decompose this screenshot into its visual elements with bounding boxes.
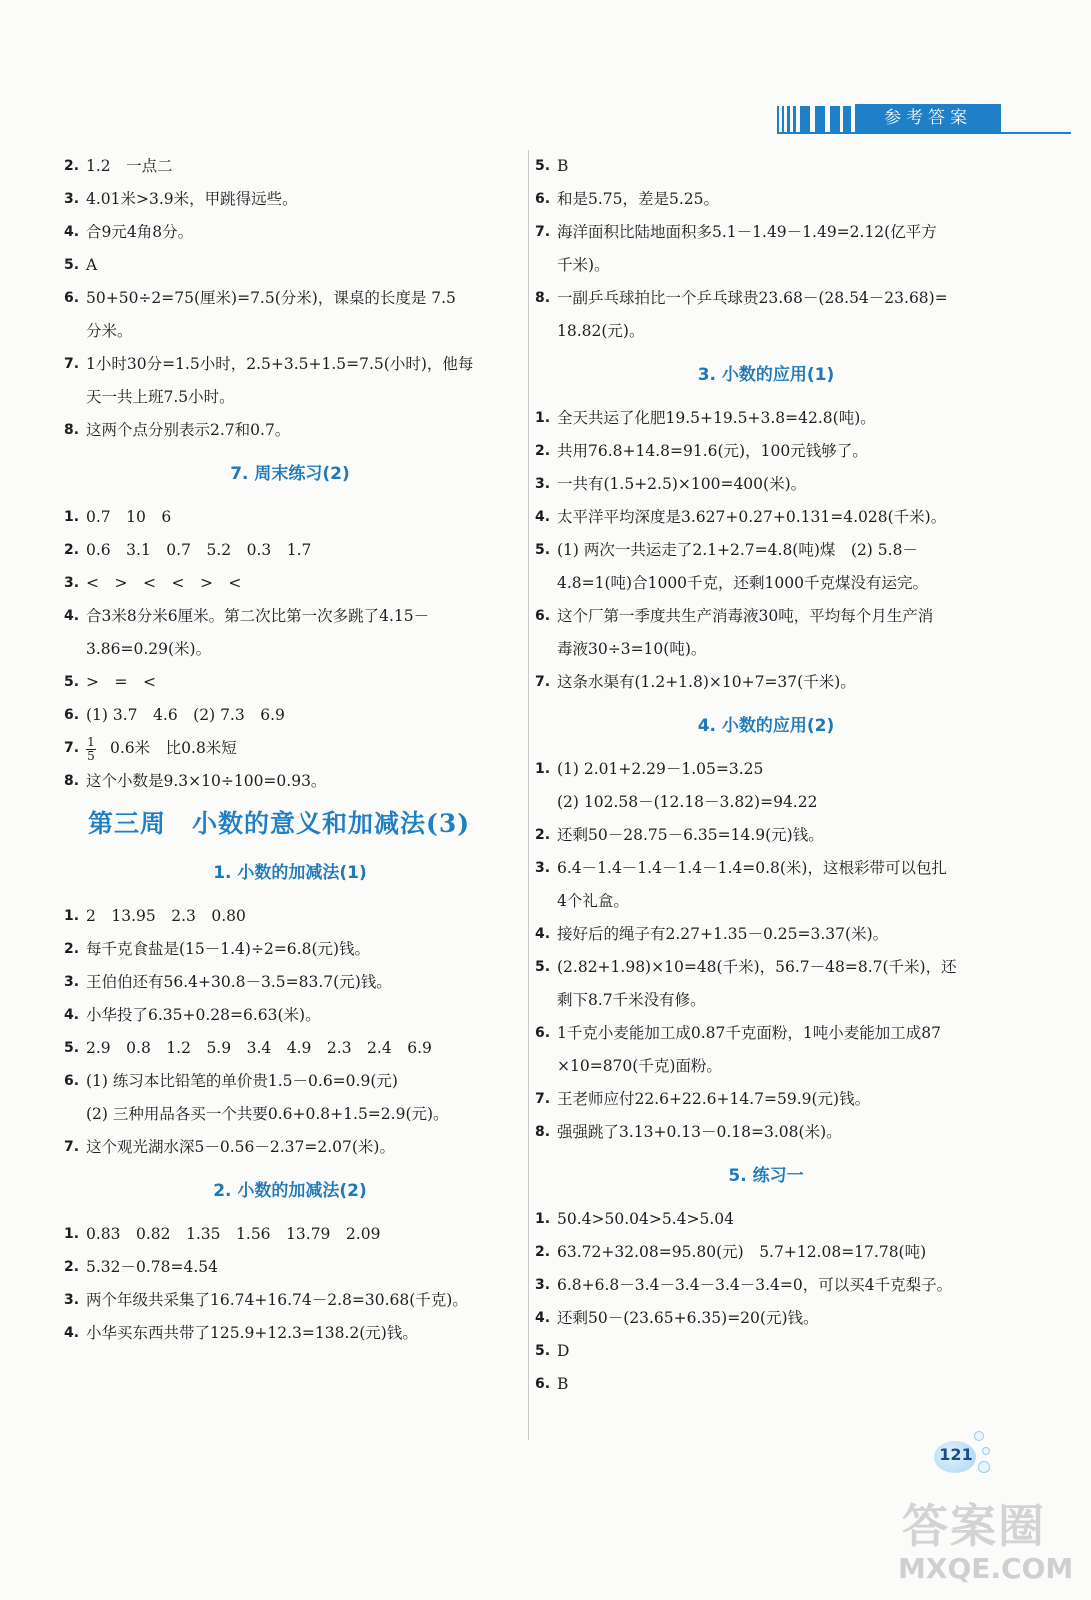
answer-line-continued: (2) 三种用品各买一个共要0.6+0.8+1.5=2.9(元)。 — [86, 1105, 449, 1123]
answer-line-continued: 4.8=1(吨)合1000千克，还剩1000千克煤没有运完。 — [557, 574, 928, 592]
answer-item — [64, 1218, 516, 1251]
answer-text — [86, 183, 516, 216]
answer-line-continued: 天一共上班7.5小时。 — [86, 388, 235, 406]
answer-text — [557, 918, 997, 951]
answer-text — [557, 666, 997, 699]
answer-text — [86, 999, 516, 1032]
answer-line: 6.4－1.4－1.4－1.4－1.4=0.8(米)，这根彩带可以包扎 — [557, 859, 947, 877]
answer-item — [64, 699, 516, 732]
page-number-badge — [924, 1437, 988, 1477]
answer-line-continued: 18.82(元)。 — [557, 322, 645, 340]
answer-item — [64, 534, 516, 567]
answer-line: 50+50÷2=75(厘米)=7.5(分米)，课桌的长度是 7.5 — [86, 289, 456, 307]
answer-text — [86, 765, 516, 798]
answer-line: 一副乒乓球拍比一个乒乓球贵23.68－(28.54－23.68)= — [557, 289, 948, 307]
answer-item — [535, 1083, 997, 1116]
answer-line: 小华投了6.35+0.28=6.63(米)。 — [86, 1006, 321, 1024]
answer-number: 7. — [64, 356, 80, 372]
answer-number: 6. — [64, 1073, 80, 1089]
answer-item — [64, 900, 516, 933]
answer-text — [557, 216, 997, 249]
answer-line: 这个厂第一季度共生产消毒液30吨，平均每个月生产消 — [557, 607, 934, 625]
answer-text — [86, 150, 516, 183]
answer-number: 8. — [535, 290, 551, 306]
fraction-denominator: 5 — [87, 748, 95, 763]
answer-item — [535, 819, 997, 852]
section-title-exercise-1: 5. 练习一 — [728, 1166, 804, 1186]
watermark-logo — [898, 1490, 1074, 1590]
answer-item — [535, 1236, 997, 1269]
answer-number: 5. — [535, 959, 551, 975]
answer-number: 5. — [64, 257, 80, 273]
answer-line: B — [557, 157, 569, 175]
answer-text — [86, 1251, 516, 1284]
answer-line: 小华买东西共带了125.9+12.3=138.2(元)钱。 — [86, 1324, 418, 1342]
answer-number: 1. — [535, 1211, 551, 1227]
answer-line: A — [86, 256, 98, 274]
answer-line-continued: 3.86=0.29(米)。 — [86, 640, 212, 658]
answer-number: 4. — [64, 1007, 80, 1023]
answer-number: 1. — [535, 410, 551, 426]
answer-text — [557, 402, 997, 435]
answer-number: 3. — [64, 191, 80, 207]
answer-line: 王老师应付22.6+22.6+14.7=59.9(元)钱。 — [557, 1090, 871, 1108]
week-3-title: 第三周 小数的意义和加减法(3) — [88, 809, 471, 838]
answer-number: 6. — [535, 191, 551, 207]
answer-line: 王伯伯还有56.4+30.8－3.5=83.7(元)钱。 — [86, 973, 392, 991]
right-column — [535, 150, 997, 1401]
answer-item — [535, 1203, 997, 1236]
answer-number: 5. — [64, 674, 80, 690]
answer-number: 4. — [64, 1325, 80, 1341]
answer-line: 5.32－0.78=4.54 — [86, 1258, 219, 1276]
answer-number: 6. — [535, 1376, 551, 1392]
answer-text — [86, 699, 516, 732]
answer-text — [557, 501, 997, 534]
answer-line: 63.72+32.08=95.80(元) 5.7+12.08=17.78(吨) — [557, 1243, 927, 1261]
answer-text — [86, 1284, 516, 1317]
answer-line: 海洋面积比陆地面积多5.1－1.49－1.49=2.12(亿平方 — [557, 223, 937, 241]
answer-number: 7. — [64, 740, 80, 756]
answer-line-continued: 分米。 — [86, 322, 133, 340]
answer-number: 2. — [535, 1244, 551, 1260]
answer-item — [64, 1251, 516, 1284]
answer-text — [86, 1131, 516, 1164]
answer-line-continued: 4个礼盒。 — [557, 892, 629, 910]
answer-number: 3. — [535, 860, 551, 876]
answer-item — [535, 666, 997, 699]
answer-line: 50.4>50.04>5.4>5.04 — [557, 1210, 735, 1228]
answer-line-continued: 剩下8.7千米没有修。 — [557, 991, 706, 1009]
answer-text — [86, 567, 516, 600]
answer-text — [557, 150, 997, 183]
answer-line: 这条水渠有(1.2+1.8)×10+7=37(千米)。 — [557, 673, 856, 691]
answer-line-continued: ×10=870(千克)面粉。 — [557, 1057, 722, 1075]
answer-item — [535, 1269, 997, 1302]
answer-item — [535, 753, 997, 786]
answer-item — [535, 468, 997, 501]
answer-line: 每千克食盐是(15－1.4)÷2=6.8(元)钱。 — [86, 940, 371, 958]
answer-item — [64, 1284, 516, 1317]
section-title-add-sub-1: 1. 小数的加减法(1) — [213, 863, 367, 883]
answer-item — [535, 534, 997, 567]
answer-item — [535, 951, 997, 984]
answer-text — [86, 249, 516, 282]
answer-text — [557, 183, 997, 216]
answer-line: 0.83 0.82 1.35 1.56 13.79 2.09 — [86, 1225, 381, 1243]
answer-number: 5. — [535, 542, 551, 558]
answer-number: 5. — [64, 1040, 80, 1056]
answer-number: 2. — [64, 158, 80, 174]
left-top-answers — [64, 150, 516, 447]
apply-2-answers — [535, 753, 997, 1149]
answer-text — [86, 1218, 516, 1251]
answer-line: 一共有(1.5+2.5)×100=400(米)。 — [557, 475, 807, 493]
answer-text — [557, 600, 997, 633]
answer-text — [557, 1116, 997, 1149]
answer-text — [86, 900, 516, 933]
answer-text — [557, 819, 997, 852]
answer-text — [86, 216, 516, 249]
answer-text — [557, 1203, 997, 1236]
answer-number: 3. — [64, 974, 80, 990]
answer-item — [64, 732, 516, 765]
answer-number: 2. — [64, 1259, 80, 1275]
answer-number: 2. — [535, 827, 551, 843]
answer-text — [86, 414, 516, 447]
answer-number: 2. — [535, 443, 551, 459]
answer-line: D — [557, 1342, 570, 1360]
column-divider — [528, 150, 529, 1440]
answer-item — [64, 348, 516, 381]
answer-number: 6. — [64, 707, 80, 723]
answer-number: 8. — [535, 1124, 551, 1140]
answer-number: 3. — [64, 575, 80, 591]
answer-line: 2.9 0.8 1.2 5.9 3.4 4.9 2.3 2.4 6.9 — [86, 1039, 432, 1057]
answer-item — [535, 435, 997, 468]
page-number: 121 — [939, 1445, 973, 1464]
answer-item — [64, 282, 516, 315]
answer-item — [535, 282, 997, 315]
answer-number: 4. — [535, 1310, 551, 1326]
answer-line: 还剩50－28.75－6.35=14.9(元)钱。 — [557, 826, 824, 844]
answer-text — [557, 753, 997, 786]
answer-text — [86, 666, 516, 699]
answer-item — [535, 600, 997, 633]
section-title-add-sub-2: 2. 小数的加减法(2) — [213, 1181, 367, 1201]
answer-line: 这两个点分别表示2.7和0.7。 — [86, 421, 291, 439]
answer-item — [64, 666, 516, 699]
answer-line: 0.7 10 6 — [86, 508, 172, 526]
watermark-url: MXQE.COM — [898, 1552, 1074, 1585]
answer-text — [86, 933, 516, 966]
answer-text — [557, 534, 997, 567]
fraction — [86, 736, 96, 763]
answer-line-continued: (2) 102.58－(12.18－3.82)=94.22 — [557, 793, 818, 811]
answer-line: (1) 两次一共运走了2.1+2.7=4.8(吨)煤 (2) 5.8－ — [557, 541, 918, 559]
answer-text — [557, 1083, 997, 1116]
answer-item — [535, 183, 997, 216]
section-title-apply-1: 3. 小数的应用(1) — [697, 365, 835, 385]
answer-line: > = < — [86, 673, 156, 691]
answer-text — [557, 1017, 997, 1050]
answer-text — [557, 1368, 997, 1401]
answer-text — [86, 966, 516, 999]
answer-line: 合3米8分米6厘米。第二次比第一次多跳了4.15－ — [86, 607, 430, 625]
answer-line: 两个年级共采集了16.74+16.74－2.8=30.68(千克)。 — [86, 1291, 468, 1309]
answer-number: 2. — [64, 542, 80, 558]
answer-number: 7. — [64, 1139, 80, 1155]
answer-number: 7. — [535, 674, 551, 690]
answer-item — [64, 501, 516, 534]
answer-item — [535, 150, 997, 183]
apply-1-answers — [535, 402, 997, 699]
answer-line: 强强跳了3.13+0.13－0.18=3.08(米)。 — [557, 1123, 842, 1141]
section-title-apply-2: 4. 小数的应用(2) — [697, 716, 835, 736]
answer-number: 5. — [535, 1343, 551, 1359]
answer-item — [535, 1368, 997, 1401]
answer-number: 8. — [64, 422, 80, 438]
answer-item — [535, 501, 997, 534]
answer-item — [535, 1302, 997, 1335]
answer-text — [86, 1317, 516, 1350]
answer-item — [64, 1131, 516, 1164]
answer-line: 共用76.8+14.8=91.6(元)，100元钱够了。 — [557, 442, 868, 460]
answer-number: 6. — [64, 290, 80, 306]
answer-number: 2. — [64, 941, 80, 957]
answer-number: 6. — [535, 608, 551, 624]
answer-text — [557, 282, 997, 315]
answer-line: (1) 3.7 4.6 (2) 7.3 6.9 — [86, 706, 285, 724]
answer-number: 1. — [64, 509, 80, 525]
answer-number: 1. — [535, 761, 551, 777]
answer-item — [64, 966, 516, 999]
answer-number: 4. — [535, 509, 551, 525]
answer-item — [535, 1116, 997, 1149]
answer-text — [557, 852, 997, 885]
answer-item — [64, 183, 516, 216]
answer-number: 3. — [535, 1277, 551, 1293]
answer-item — [64, 600, 516, 633]
fraction-numerator: 1 — [87, 734, 95, 749]
answer-text — [86, 348, 516, 381]
answer-text — [557, 1269, 997, 1302]
answer-line: 这个观光湖水深5－0.56－2.37=2.07(米)。 — [86, 1138, 395, 1156]
answer-line: 合9元4角8分。 — [86, 223, 194, 241]
answer-text — [557, 435, 997, 468]
answer-number: 3. — [535, 476, 551, 492]
answer-item — [64, 1065, 516, 1098]
answer-number: 7. — [535, 224, 551, 240]
answer-number: 4. — [64, 608, 80, 624]
answer-text — [557, 1335, 997, 1368]
answer-line: 接好后的绳子有2.27+1.35－0.25=3.37(米)。 — [557, 925, 889, 943]
answer-line-continued: 千米)。 — [557, 256, 610, 274]
answer-item — [64, 414, 516, 447]
answer-text — [86, 282, 516, 315]
answer-line: 太平洋平均深度是3.627+0.27+0.131=4.028(千米)。 — [557, 508, 947, 526]
answer-number: 4. — [535, 926, 551, 942]
answer-item — [64, 765, 516, 798]
answer-text — [86, 1065, 516, 1098]
answer-item — [535, 1335, 997, 1368]
answer-line: (1) 练习本比铅笔的单价贵1.5－0.6=0.9(元) — [86, 1072, 398, 1090]
answer-line: 1.2 一点二 — [86, 157, 173, 175]
header-label: 参考答案 — [855, 104, 1001, 132]
header-tab — [777, 104, 1071, 132]
answer-text — [86, 600, 516, 633]
answer-line: 1千克小麦能加工成0.87千克面粉，1吨小麦能加工成87 — [557, 1024, 941, 1042]
answer-line: 和是5.75，差是5.25。 — [557, 190, 720, 208]
answer-text-after-fraction: 0.6米 比0.8米短 — [110, 739, 237, 757]
answer-number: 5. — [535, 158, 551, 174]
answer-line: B — [557, 1375, 569, 1393]
answer-item — [535, 1017, 997, 1050]
answer-item — [64, 1317, 516, 1350]
watermark-text: 答案圈 — [902, 1499, 1046, 1553]
add-sub-2-answers — [64, 1218, 516, 1350]
answer-item — [64, 150, 516, 183]
answer-line: 0.6 3.1 0.7 5.2 0.3 1.7 — [86, 541, 312, 559]
answer-item — [64, 567, 516, 600]
answer-item — [64, 933, 516, 966]
answer-line: < > < < > < — [86, 574, 242, 592]
answer-number: 4. — [64, 224, 80, 240]
left-column — [64, 150, 516, 1350]
answer-text — [557, 468, 997, 501]
answer-line: 6.8+6.8－3.4－3.4－3.4－3.4=0，可以买4千克梨子。 — [557, 1276, 953, 1294]
add-sub-1-answers — [64, 900, 516, 1164]
answer-item — [64, 1032, 516, 1065]
answer-text — [557, 1236, 997, 1269]
answer-item — [535, 852, 997, 885]
answer-line: (1) 2.01+2.29－1.05=3.25 — [557, 760, 764, 778]
answer-text — [557, 951, 997, 984]
weekend-2-answers — [64, 501, 516, 798]
answer-text — [86, 1032, 516, 1065]
answer-line: 4.01米>3.9米，甲跳得远些。 — [86, 190, 298, 208]
answer-line: (2.82+1.98)×10=48(千米)，56.7－48=8.7(千米)，还 — [557, 958, 957, 976]
answer-item — [535, 402, 997, 435]
answer-text — [557, 1302, 997, 1335]
answer-text — [86, 534, 516, 567]
answer-text — [86, 501, 516, 534]
answer-line-continued: 毒液30÷3=10(吨)。 — [557, 640, 707, 658]
answer-number: 3. — [64, 1292, 80, 1308]
answer-item — [64, 216, 516, 249]
answer-item — [535, 918, 997, 951]
answer-text — [86, 732, 516, 765]
answer-number: 8. — [64, 773, 80, 789]
header-rule — [777, 132, 1071, 134]
answer-number: 6. — [535, 1025, 551, 1041]
answer-number: 7. — [535, 1091, 551, 1107]
answer-line: 还剩50－(23.65+6.35)=20(元)钱。 — [557, 1309, 819, 1327]
answer-line: 全天共运了化肥19.5+19.5+3.8=42.8(吨)。 — [557, 409, 876, 427]
answer-line: 这个小数是9.3×10÷100=0.93。 — [86, 772, 327, 790]
answer-line: 2 13.95 2.3 0.80 — [86, 907, 246, 925]
section-title-weekend-2: 7. 周末练习(2) — [230, 464, 350, 484]
exercise-1-answers — [535, 1203, 997, 1401]
right-top-answers — [535, 150, 997, 348]
answer-item — [64, 999, 516, 1032]
answer-line: 1小时30分=1.5小时，2.5+3.5+1.5=7.5(小时)，他每 — [86, 355, 474, 373]
answer-number: 1. — [64, 1226, 80, 1242]
answer-item — [64, 249, 516, 282]
answer-item — [535, 216, 997, 249]
answer-number: 1. — [64, 908, 80, 924]
